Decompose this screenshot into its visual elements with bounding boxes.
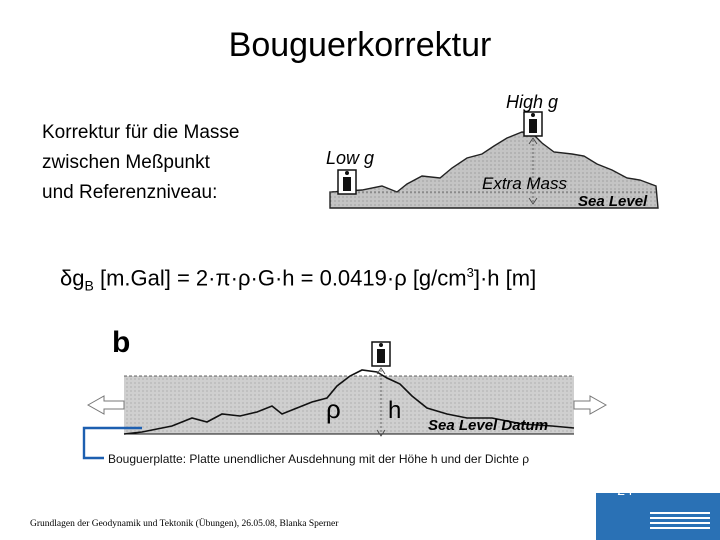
extra-mass-label: Extra Mass bbox=[482, 174, 568, 193]
terrain-figure-top bbox=[322, 88, 664, 214]
footer-stripe bbox=[650, 512, 710, 514]
low-g-label: Low g bbox=[326, 148, 375, 168]
page-number: 24 bbox=[617, 482, 633, 498]
station-bottom-icon bbox=[372, 342, 390, 366]
intro-line-2: zwischen Meßpunkt bbox=[42, 152, 210, 173]
station-high-icon bbox=[524, 112, 542, 136]
formula-subscript: B bbox=[84, 277, 94, 294]
footer-stripe bbox=[650, 527, 710, 529]
figure-caption: Bouguerplatte: Platte unendlicher Ausdehnung mit der Höhe h und der Dichte ρ bbox=[108, 452, 530, 466]
formula-delta: δ bbox=[60, 265, 73, 291]
formula-text-2: ]·h [m] bbox=[473, 265, 537, 291]
intro-text bbox=[42, 118, 239, 208]
intro-line-1: Korrektur für die Masse bbox=[42, 122, 240, 143]
bouguer-formula bbox=[60, 265, 536, 294]
formula-text-1: [m.Gal] = 2·π·ρ·G·h = 0.0419·ρ [g/cm bbox=[93, 265, 467, 291]
arrow-right-icon bbox=[574, 396, 606, 414]
footer-stripe bbox=[650, 522, 710, 524]
formula-g: g bbox=[72, 265, 85, 291]
panel-label-b: b bbox=[112, 326, 131, 359]
sea-level-datum-label: Sea Level Datum bbox=[428, 417, 549, 434]
h-label: h bbox=[388, 397, 402, 424]
arrow-left-icon bbox=[88, 396, 124, 414]
footer-text: Grundlagen der Geodynamik und Tektonik (Übungen), 26.05.08, Blanka Sperner bbox=[30, 519, 339, 529]
station-low-icon bbox=[338, 170, 356, 194]
slide-title: Bouguerkorrektur bbox=[228, 26, 492, 64]
intro-line-3: und Referenzniveau: bbox=[42, 182, 218, 203]
high-g-label: High g bbox=[506, 92, 559, 112]
sea-level-label: Sea Level bbox=[578, 193, 648, 210]
footer-stripe bbox=[650, 517, 710, 519]
formula-superscript: 3 bbox=[466, 265, 474, 280]
bouguer-slab-figure bbox=[82, 322, 612, 470]
rho-label: ρ bbox=[326, 394, 341, 424]
